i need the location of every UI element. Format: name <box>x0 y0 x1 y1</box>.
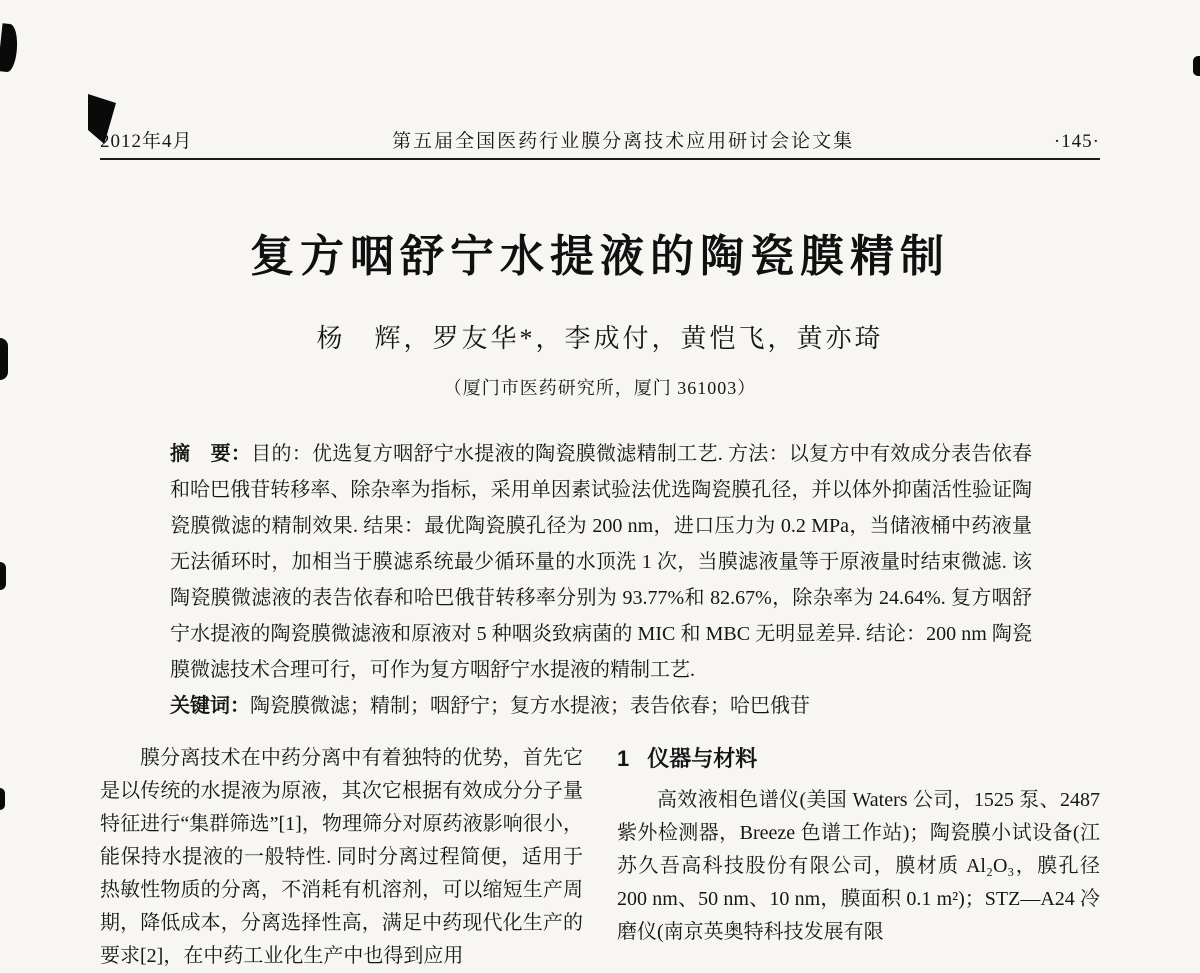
header-proceedings-title: 第五届全国医药行业膜分离技术应用研讨会论文集 <box>392 131 855 152</box>
abstract-section <box>170 436 1032 724</box>
section-number: 1 <box>617 746 630 771</box>
keywords-line <box>170 688 1032 724</box>
section-title: 仪器与材料 <box>647 746 758 771</box>
header-rule <box>100 158 1100 160</box>
body-columns <box>100 742 1100 973</box>
left-column <box>100 742 583 973</box>
authors-line: 杨 辉，罗友华*，李成付，黄恺飞，黄亦琦 <box>316 324 884 353</box>
right-column <box>617 742 1100 973</box>
header-page-number: ·145· <box>1053 131 1100 152</box>
abstract-text: 目的：优选复方咽舒宁水提液的陶瓷膜微滤精制工艺. 方法：以复方中有效成分表告依春和哈巴俄苷转移率、除杂率为指标，采用单因素试验法优选陶瓷膜孔径，并以体外抑菌活性验证陶瓷膜微滤的精制效果. 结果：最优陶瓷膜孔径为 200 nm，进口压力为 0.2 MPa，当储液桶中药液量无法循环时，加相当于膜滤系统最少循环量的水顶洗 1 次，当膜滤液量等于原液量时结束微滤. 该陶瓷膜微滤液的表告依春和哈巴俄苷转移率分别为 93.77%和 82.67%，除杂率为 24.64%. 复方咽舒宁水提液的陶瓷膜微滤液和原液对 5 种咽炎致病菌的 MIC 和 MBC 无明显差异. 结论：200 nm 陶瓷膜微滤技术合理可行，可作为复方咽舒宁水提液的精制工艺. <box>170 443 1033 681</box>
keywords-label: 关键词： <box>170 695 250 717</box>
section-1-paragraph: 高效液相色谱仪(美国 Waters 公司，1525 泵、2487 紫外检测器，Breeze 色谱工作站)；陶瓷膜小试设备(江苏久吾高科技股份有限公司，膜材质 Al₂O₃，膜孔径 200 nm、50 nm、10 nm，膜面积 0.1 m²)；STZ—A24 冷磨仪(南京英奥特科技发展有限 <box>617 789 1100 943</box>
scan-artifact <box>1193 56 1200 76</box>
scan-artifact <box>0 23 19 73</box>
scan-artifact <box>0 562 6 590</box>
header-date: 2012年4月 <box>100 131 193 152</box>
page-header <box>100 126 1100 153</box>
scan-artifact <box>0 788 5 810</box>
section-1-heading <box>617 742 1100 775</box>
abstract-paragraph <box>170 436 1032 688</box>
abstract-label: 摘 要： <box>170 443 252 465</box>
keywords-text: 陶瓷膜微滤；精制；咽舒宁；复方水提液；表告依春；哈巴俄苷 <box>250 695 810 717</box>
intro-paragraph: 膜分离技术在中药分离中有着独特的优势，首先它是以传统的水提液为原液，其次它根据有效成分分子量特征进行“集群筛选”[1]，物理筛分对原药液影响很小，能保持水提液的一般特性. 同时分离过程简便，适用于热敏性物质的分离，不消耗有机溶剂，可以缩短生产周期，降低成本，分离选择性高，满足中药现代化生产的要求[2]，在中药工业化生产中也得到应用 <box>100 747 583 967</box>
paper-title: 复方咽舒宁水提液的陶瓷膜精制 <box>250 232 950 281</box>
affiliation-line: （厦门市医药研究所，厦门 361003） <box>443 378 757 398</box>
